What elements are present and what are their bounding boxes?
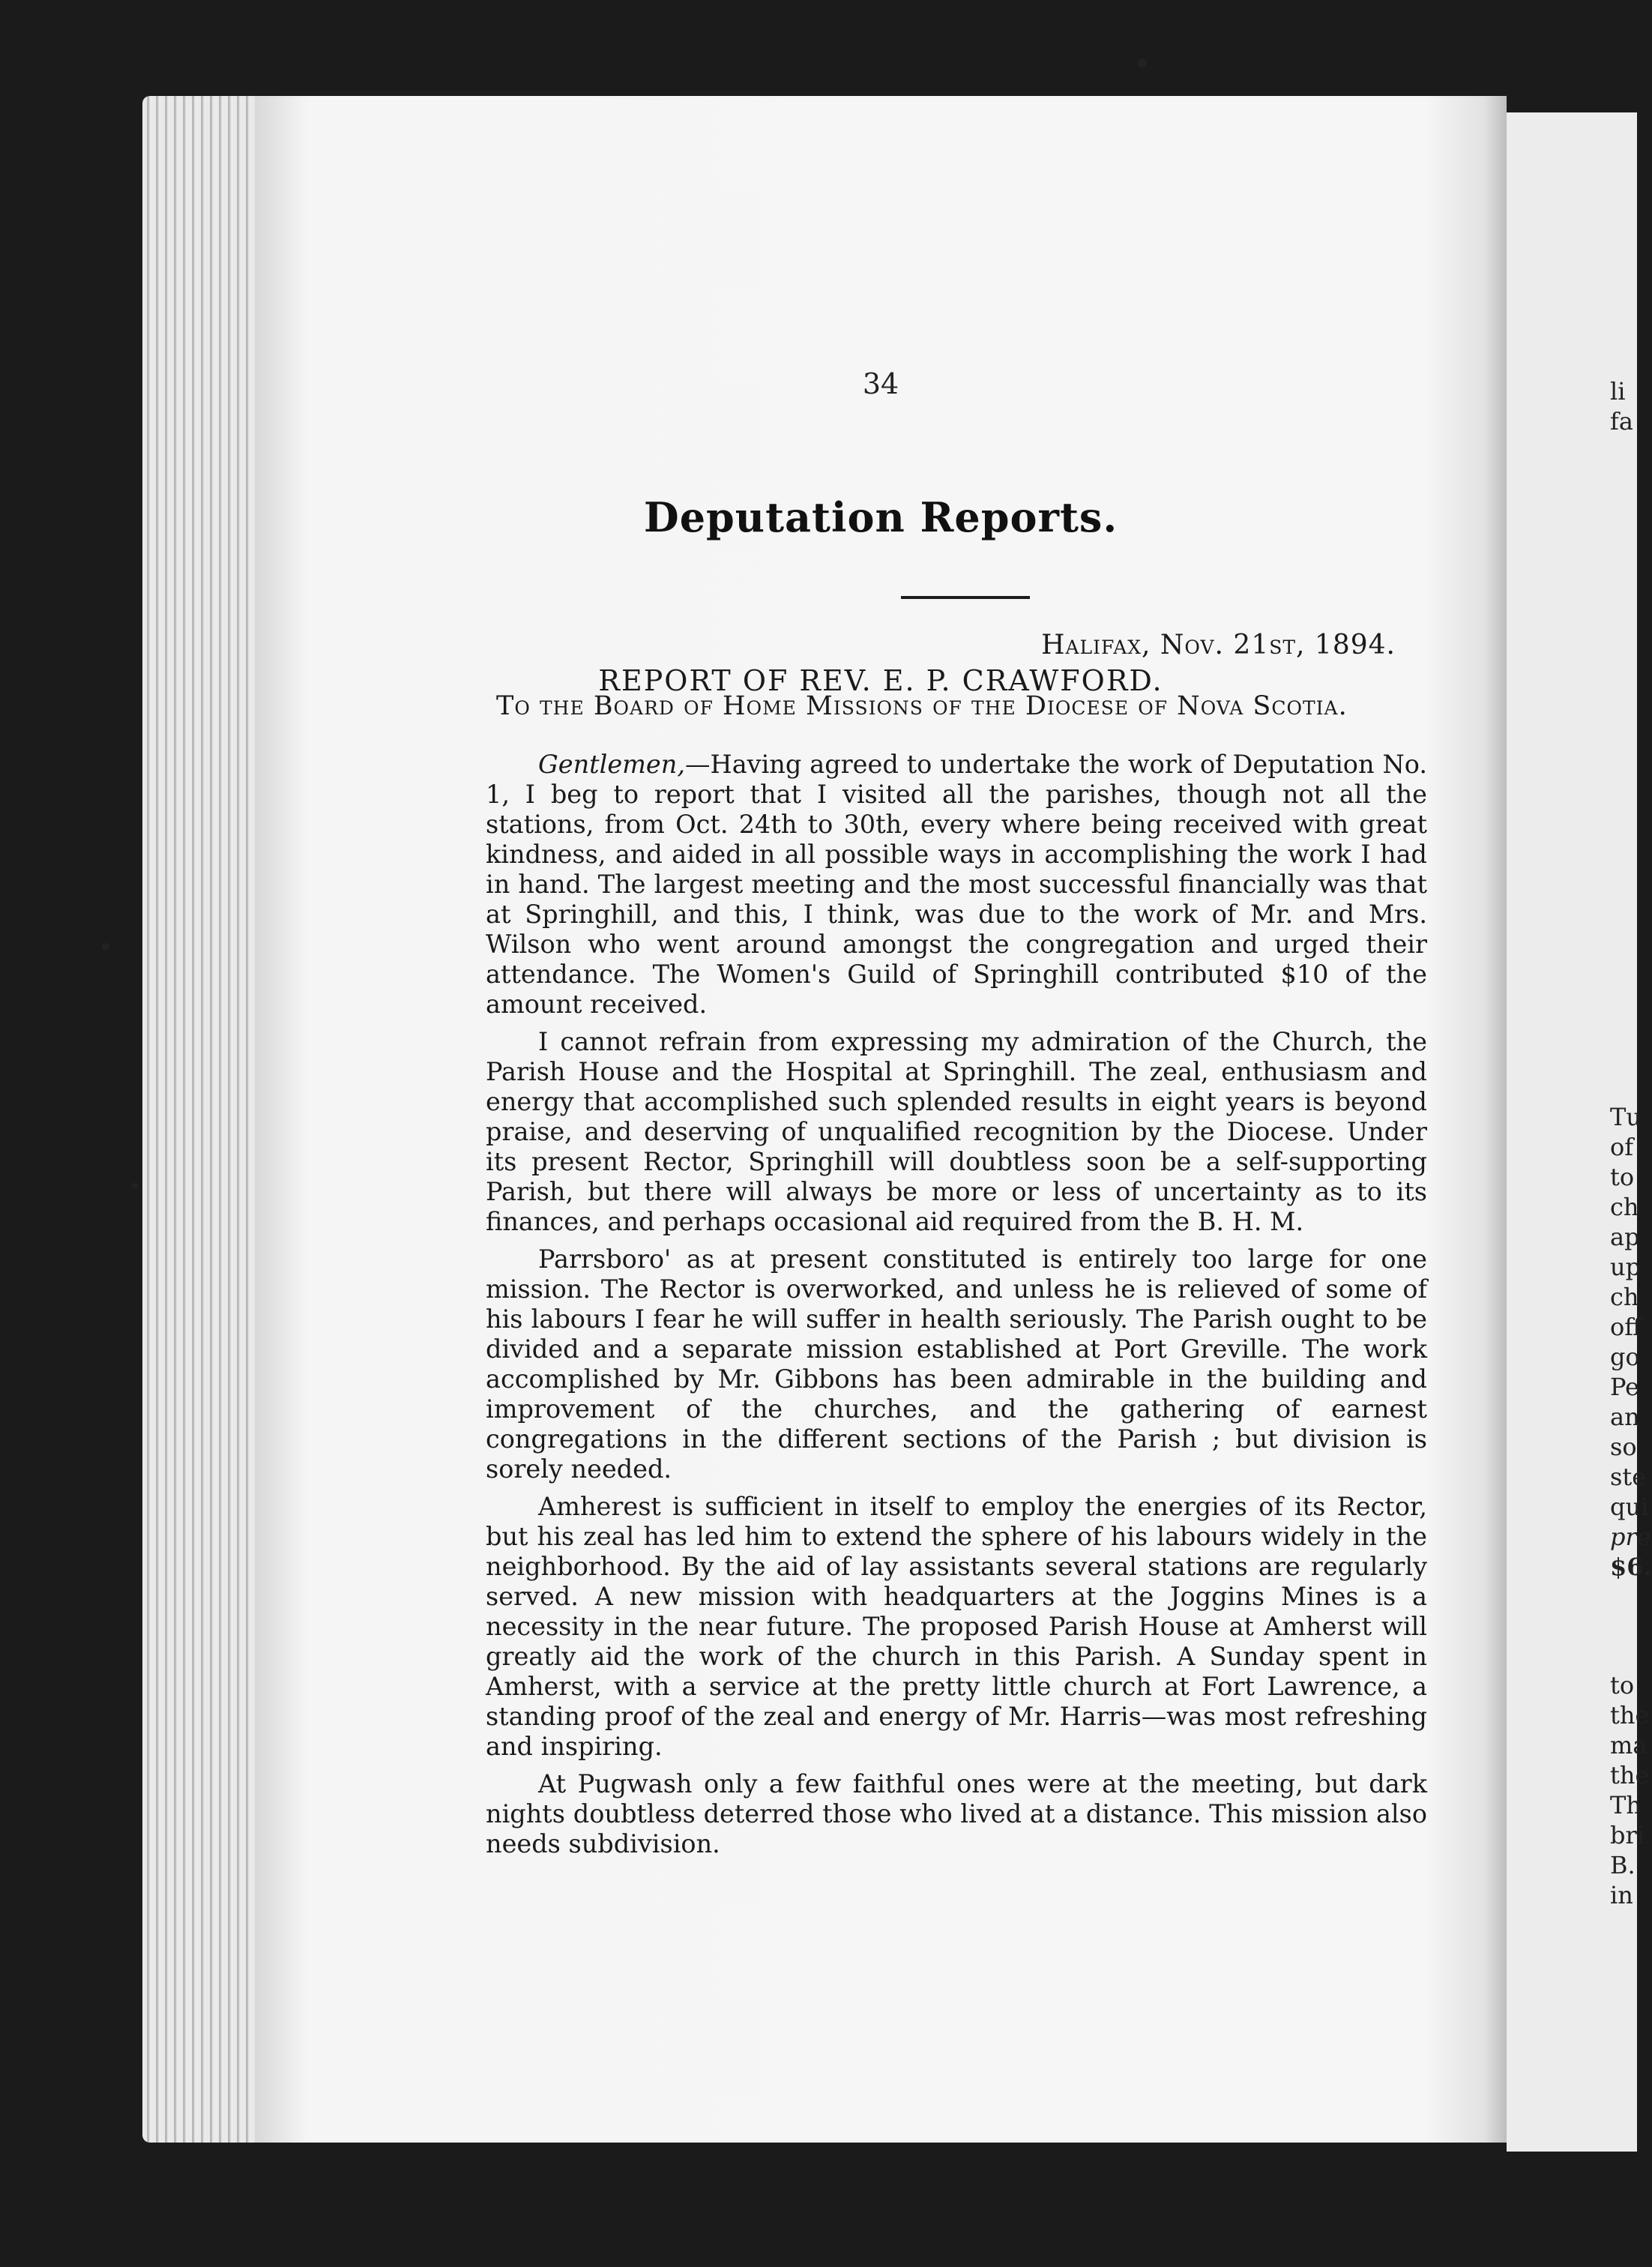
scan-speck	[102, 943, 109, 951]
paragraph: At Pugwash only a few faithful ones were at the meeting, but dark nights doubtless deterred those who lived at a distance. This mission also needs subdivision.	[486, 1769, 1427, 1858]
scan-speck	[1138, 58, 1147, 67]
paragraph-text: —Having agreed to undertake the work of Deputation No. 1, I beg to report that I visited all the parishes, though not all the stations, from Oct. 24th to 30th, every where being received with great kindness, and aided in all possible ways in accomplishing the work I had in hand. The largest meeting and the most successful financially was that at Springhill, and this, I think, was due to the work of Mr. and Mrs. Wilson who went around amongst the congregation and urged their attendance. The Women's Guild of Springhill contributed $10 of the amount received.	[486, 750, 1427, 1019]
paragraph: Parrsboro' as at present constituted is entirely too large for one mission. The Rector is overworked, and unless he is relieved of some of his labours I fear he will suffer in health seriously. The Parish ought to be divided and a separate mission established at Port Greville. The work accomplished by Mr. Gibbons has been admirable in the building and improvement of the churches, and the gathering of earnest congregations in the different sections of the Parish ; but division is sorely needed.	[486, 1244, 1427, 1484]
facing-page-fragment: off	[1610, 1313, 1642, 1341]
facing-page-fragment: ap	[1610, 1223, 1640, 1251]
facing-page-fragment: bri	[1610, 1821, 1645, 1849]
facing-page-fragment: up	[1610, 1253, 1642, 1281]
facing-page-fragment: to	[1610, 1163, 1635, 1191]
facing-page-fragment: go	[1610, 1343, 1640, 1371]
paragraph	[486, 750, 1427, 1020]
facing-page-fragment: the	[1610, 1761, 1650, 1789]
page-title: Deputation Reports.	[643, 493, 1118, 541]
facing-page-fragment: so	[1610, 1433, 1637, 1461]
report-heading: REPORT OF REV. E. P. CRAWFORD.	[598, 664, 1163, 697]
paragraph: I cannot refrain from expressing my admiration of the Church, the Parish House and the Hospital at Springhill. The zeal, enthusiasm and energy that accomplished such splended results in eight years is beyond praise, and deserving of unqualified recognition by the Diocese. Under its present Rector, Springhill will doubtless soon be a self-supporting Parish, but there will always be more or less of uncertainty as to its finances, and perhaps occasional aid required from the B. H. M.	[486, 1027, 1427, 1236]
facing-page-fragment: of	[1610, 1133, 1634, 1161]
paragraph: Amherest is sufficient in itself to employ the energies of its Rector, but his zeal has led him to extend the sphere of his labours widely in the neighborhood. By the aid of lay assistants several stations are regularly served. A new mission with headquarters at the Joggins Mines is a necessity in the near future. The proposed Parish House at Amherst will greatly aid the work of the church in this Parish. A Sunday spent in Amherst, with a service at the pretty little church at Fort Lawrence, a standing proof of the zeal and energy of Mr. Harris—was most refreshing and inspiring.	[486, 1492, 1427, 1761]
page-number: 34	[862, 367, 899, 400]
facing-page-fragment: to	[1610, 1671, 1635, 1700]
facing-page-fragment: Pe	[1610, 1373, 1640, 1401]
facing-page-fragment: ste	[1610, 1463, 1647, 1491]
facing-page-fragment: Tu	[1610, 1103, 1642, 1131]
salutation: Gentlemen,	[538, 750, 685, 779]
facing-page-fragment: pre	[1610, 1523, 1651, 1551]
facing-page-fragment: fa	[1610, 407, 1633, 436]
facing-page-fragment: ma	[1610, 1731, 1648, 1759]
letter-body	[486, 750, 1427, 1867]
book-page-edges	[142, 96, 262, 2143]
facing-page-fragment: ch	[1610, 1193, 1639, 1221]
facing-page-fragment: the	[1610, 1701, 1650, 1729]
facing-page-fragment: in	[1610, 1881, 1633, 1909]
facing-page-fragment: qui	[1610, 1493, 1649, 1521]
facing-page-fragment: li	[1610, 377, 1626, 406]
address-line: To the Board of Home Missions of the Diocese of Nova Scotia.	[496, 691, 1348, 721]
facing-page-fragment: Th	[1610, 1791, 1642, 1819]
scan-speck	[132, 1183, 138, 1189]
dateline: Halifax, Nov. 21st, 1894.	[1041, 630, 1396, 660]
facing-page-fragment: $6.	[1610, 1553, 1652, 1581]
facing-page-fragment: an	[1610, 1403, 1640, 1431]
facing-page-fragment: ch	[1610, 1283, 1639, 1311]
title-rule	[901, 596, 1030, 599]
facing-page-fragment: B.	[1610, 1851, 1636, 1879]
